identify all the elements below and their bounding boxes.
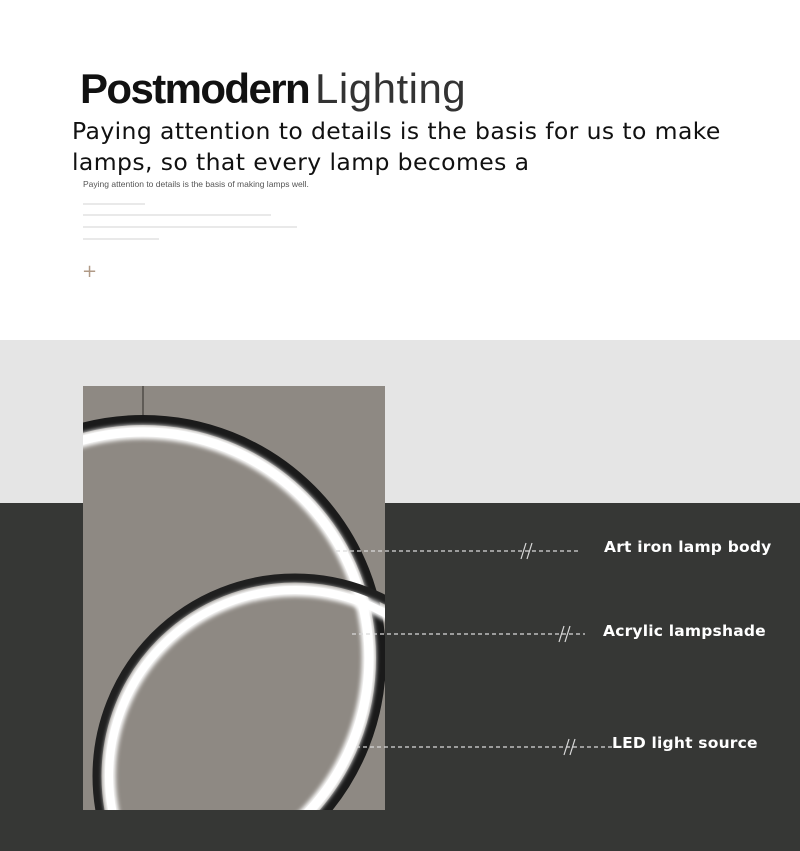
feature-label-light-source: LED light source	[612, 734, 758, 752]
faint-text-line	[83, 203, 145, 205]
lamp-rings-illustration	[83, 386, 385, 810]
page-title	[80, 65, 467, 112]
title-light: Lighting	[315, 65, 467, 112]
intro-text: Paying attention to details is the basis for us to make lamps, so that every lamp becomes a	[72, 117, 721, 176]
faint-text-line	[83, 214, 271, 216]
faint-text-line	[83, 238, 159, 240]
plus-icon: +	[82, 261, 98, 282]
title-bold: Postmodern	[80, 65, 310, 112]
lamp-photo	[83, 386, 385, 810]
subtitle: Paying attention to details is the basis of making lamps well.	[83, 179, 309, 189]
feature-label-lamp-body: Art iron lamp body	[604, 538, 772, 556]
feature-label-lampshade: Acrylic lampshade	[603, 622, 766, 640]
header-section	[0, 0, 800, 340]
faint-text-line	[83, 226, 297, 228]
